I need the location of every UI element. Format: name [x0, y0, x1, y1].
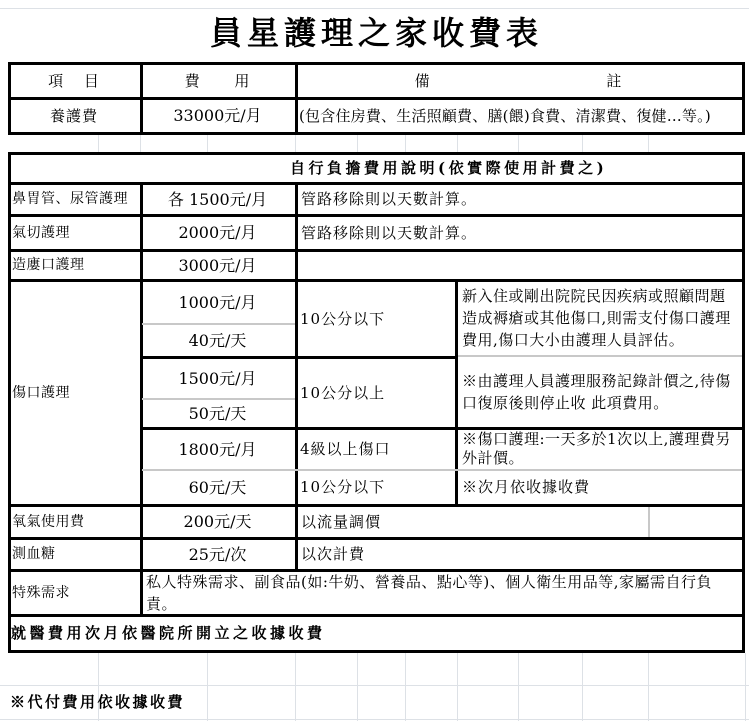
care-fee-note: (包含住房費、生活照顧費、膳(餵)食費、清潔費、復健…等。) [299, 106, 711, 125]
ng-tube-note: 管路移除則以天數計算。 [301, 190, 478, 209]
cell-divider [458, 355, 742, 357]
care-fee-amount: 33000元/月 [173, 106, 262, 126]
glucose-item: 測血糖 [12, 546, 56, 563]
oxygen-note: 以流量調價 [301, 512, 382, 531]
grid-line [0, 719, 749, 720]
stoma-item: 造廔口護理 [12, 257, 85, 274]
wound-size-cell: 10公分以下 [300, 478, 386, 497]
wound-note-cell: 新入住或剛出院院民因疾病或照顧問題造成褥瘡或其他傷口,則需支付傷口護理費用,傷口大小由護理人員評估。 [462, 286, 731, 349]
grid-line [518, 653, 519, 721]
wound-fee-cell: 1800元/月 [178, 439, 257, 459]
border-line [8, 132, 745, 135]
page-title: 員星護理之家收費表 [209, 14, 543, 53]
trach-item: 氣切護理 [12, 224, 70, 241]
grid-line [207, 135, 208, 152]
oxygen-item: 氧氣使用費 [12, 513, 85, 530]
special-needs-note: 私人特殊需求、副食品(如:牛奶、營養品、點心等)、個人衛生用品等,家屬需自行負責。 [146, 572, 713, 613]
grid-line [98, 135, 99, 152]
grid-line [518, 135, 519, 152]
special-needs-item: 特殊需求 [12, 584, 70, 601]
trach-note: 管路移除則以天數計算。 [301, 223, 478, 242]
grid-line [582, 135, 583, 152]
self-pay-section-header: 自行負擔費用說明(依實際使用計費之) [290, 159, 608, 178]
grid-line [357, 135, 358, 152]
column-header-note: 備 註 [414, 71, 623, 90]
grid-line [648, 135, 649, 152]
grid-line [582, 653, 583, 721]
wound-fee-cell: 1500元/月 [178, 368, 257, 388]
wound-fee-cell: 50元/天 [188, 403, 247, 423]
border-line [8, 650, 745, 653]
ng-tube-fee: 各 1500元/月 [167, 189, 268, 209]
wound-size-cell: 10公分以上 [300, 383, 386, 402]
grid-line [140, 135, 141, 152]
paid-on-receipt-note: ※代付費用依收據收費 [10, 693, 186, 712]
grid-line [457, 135, 458, 152]
column-header-item: 項 目 [48, 71, 100, 90]
medical-expense-note: 就醫費用次月依醫院所開立之收據收費 [11, 624, 326, 643]
grid-line [405, 135, 406, 152]
wound-note-cell: ※由護理人員護理服務記錄計價之,待傷口復原後則停止收 此項費用。 [462, 371, 731, 412]
wound-note-cell: ※傷口護理:一天多於1次以上,護理費另外計價。 [462, 430, 731, 467]
grid-line [295, 135, 296, 152]
border-line [455, 279, 458, 507]
care-fee-item: 養護費 [49, 106, 98, 125]
stoma-fee: 3000元/月 [178, 255, 257, 275]
ng-tube-item: 鼻胃管、尿管護理 [12, 191, 128, 208]
trach-fee: 2000元/月 [178, 223, 257, 243]
wound-fee-cell: 1000元/月 [178, 292, 257, 312]
wound-fee-cell: 60元/天 [188, 477, 247, 497]
oxygen-fee: 200元/天 [183, 512, 252, 532]
column-header-fee: 費 用 [184, 71, 251, 90]
wound-size-cell: 4級以上傷口 [300, 440, 391, 459]
stoma-note [295, 252, 748, 279]
grid-line [745, 653, 746, 721]
wound-size-cell: 10公分以下 [300, 309, 386, 328]
wound-note-cell: ※次月依收據收費 [462, 478, 591, 497]
glucose-fee: 25元/次 [188, 544, 247, 564]
wound-care-item: 傷口護理 [12, 384, 70, 401]
glucose-note: 以次計費 [301, 545, 366, 564]
wound-fee-cell: 40元/天 [188, 330, 247, 350]
grid-line [648, 653, 649, 721]
